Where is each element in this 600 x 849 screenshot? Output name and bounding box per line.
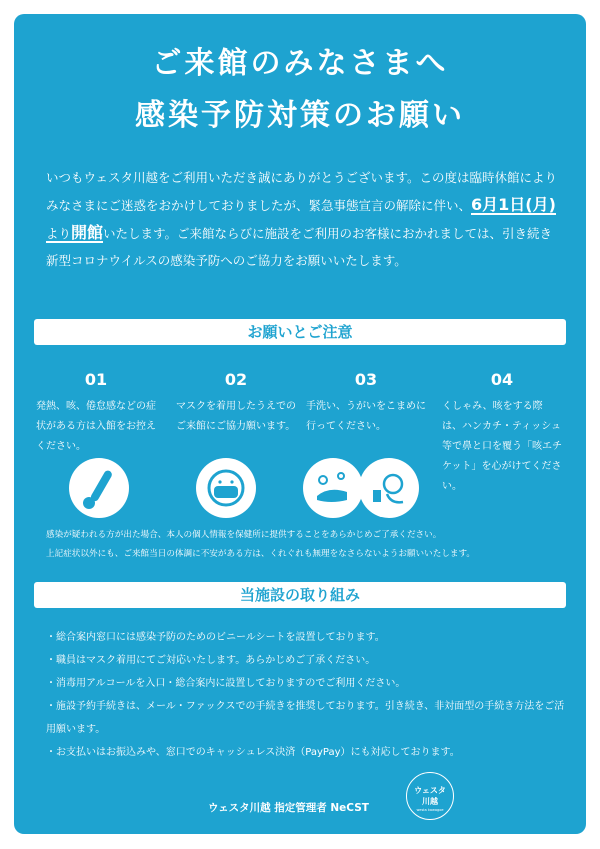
note-line: 上記症状以外にも、ご来館当日の体調に不安がある方は、くれぐれも無理をなさらないようお願いいたします。 [46, 549, 476, 559]
thermometer-icon [69, 458, 129, 518]
request-number: 03 [354, 370, 378, 389]
list-item: ・お支払いはお振込みや、窓口でのキャッシュレス決済（PayPay）にも対応しております。 [46, 747, 460, 758]
request-text: マスクを着用したうえでのご来館にご協力願います。 [176, 401, 296, 432]
request-text: 発熱、咳、倦怠感などの症状がある方は入館をお控えください。 [36, 401, 156, 452]
measures-list [46, 626, 566, 764]
request-text: 手洗い、うがいをこまめに行ってください。 [306, 401, 426, 432]
mask-icon [196, 458, 256, 518]
requests-heading: お願いとご注意 [34, 319, 566, 345]
logo-line1: ウェスタ [414, 786, 446, 795]
request-number: 04 [490, 370, 514, 389]
logo-line2: 川越 [422, 797, 438, 806]
reopening-open: 開館 [71, 223, 104, 242]
request-number: 01 [84, 370, 108, 389]
gargle-icon [359, 458, 419, 518]
notes [46, 526, 566, 564]
poster [14, 14, 586, 834]
page-subtitle: 感染予防対策のお願い [135, 98, 465, 133]
footer-text: ウェスタ川越 指定管理者 NeCST [208, 802, 369, 814]
request-number: 02 [224, 370, 248, 389]
request-item-01 [36, 370, 156, 457]
measures-heading: 当施設の取り組み [34, 582, 566, 608]
note-line: 感染が疑われる方が出た場合、本人の個人情報を保健所に提供することをあらかじめご了承ください。 [46, 530, 442, 540]
logo-sub: westa kawagoe [416, 808, 444, 812]
handwash-icon [303, 458, 363, 518]
request-item-04 [442, 370, 562, 497]
reopening-date: 6月1日(月) [471, 195, 556, 214]
request-item-03 [306, 370, 426, 437]
list-item: ・職員はマスク着用にてご対応いたします。あらかじめご了承ください。 [46, 655, 376, 666]
request-text: くしゃみ、咳をする際は、ハンカチ・ティッシュ等で鼻と口を覆う「咳エチケット」を心がけてください。 [442, 401, 562, 492]
intro-text-1: いつもウェスタ川越をご利用いただき誠にありがとうございます。この度は臨時休館によりみなさまにご迷惑をおかけしておりましたが、緊急事態宣言の解除に伴い、 [46, 170, 558, 213]
intro-text-2: いたします。ご来館ならびに施設をご利用のお客様におかれましては、引き続き新型コロナウイルスの感染予防へのご協力をお願いいたします。 [46, 226, 553, 268]
reopening-yori: より [46, 226, 72, 241]
list-item: ・施設予約手続きは、メール・ファックスでの手続きを推奨しております。引き続き、非対面型の手続き方法をご活用願います。 [46, 701, 565, 735]
westa-logo [406, 772, 454, 820]
page-title: ご来館のみなさまへ [151, 46, 449, 81]
request-item-02 [176, 370, 296, 437]
intro-paragraph [46, 164, 558, 274]
list-item: ・総合案内窓口には感染予防のためのビニールシートを設置しております。 [46, 632, 385, 643]
list-item: ・消毒用アルコールを入口・総合案内に設置しておりますのでご利用ください。 [46, 678, 406, 689]
